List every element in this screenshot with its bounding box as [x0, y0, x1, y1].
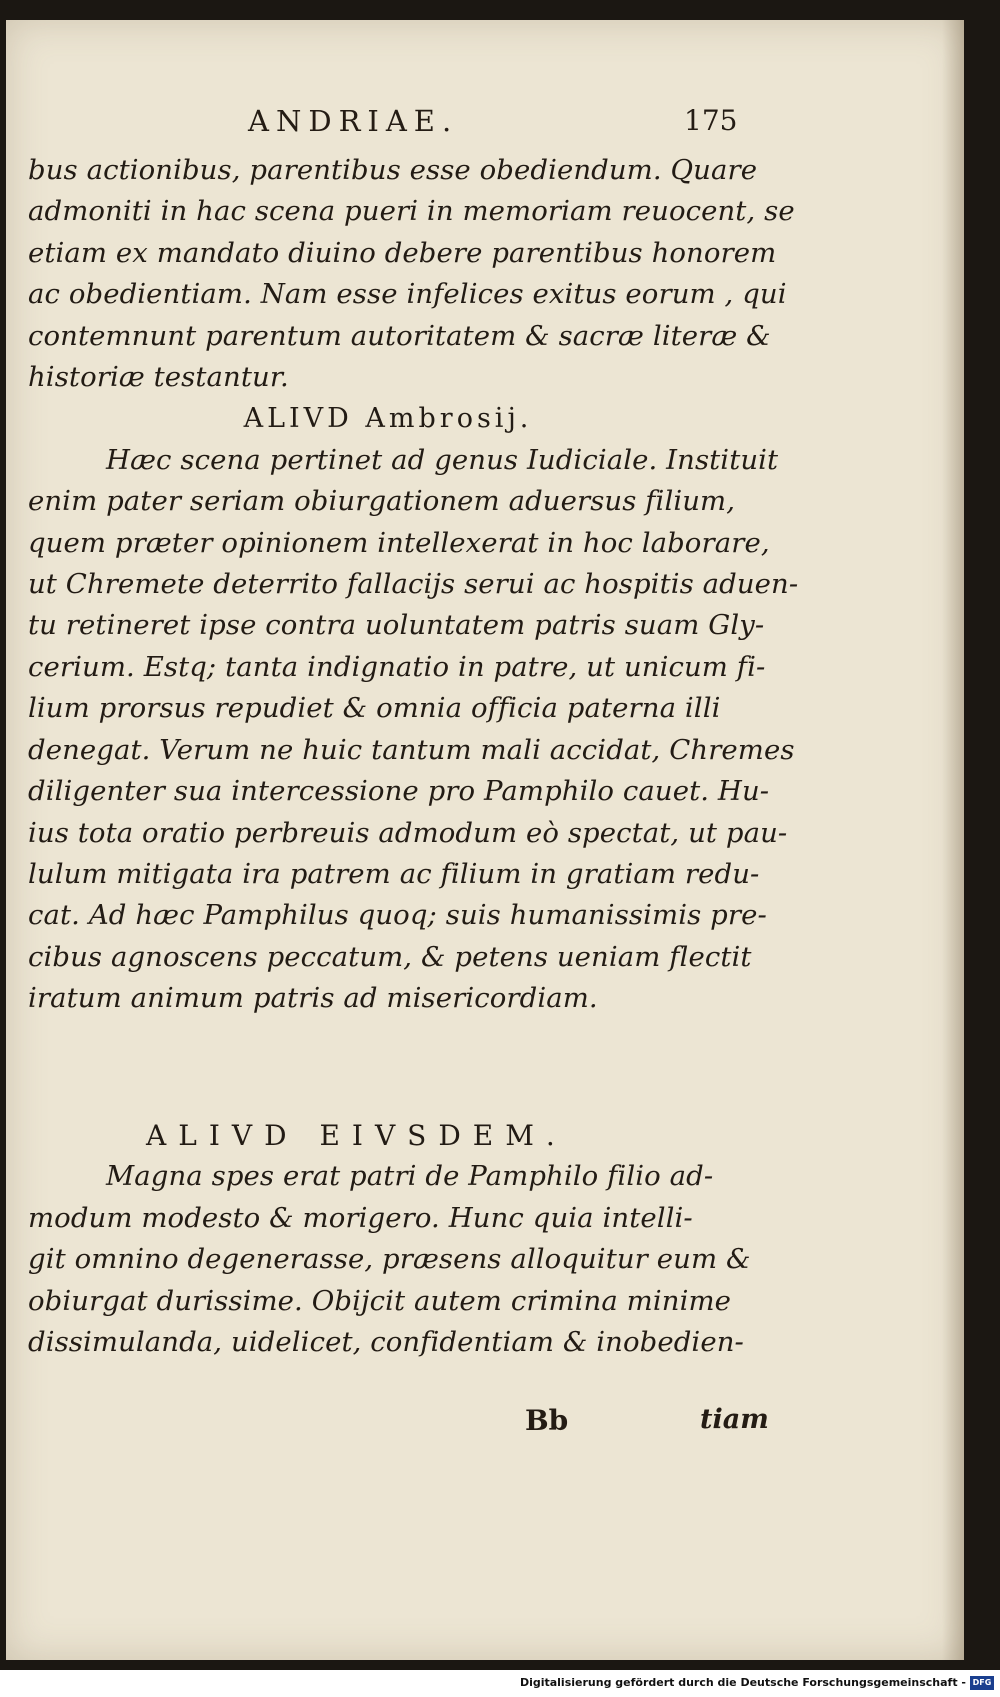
text-line: lium prorsus repudiet & omnia officia paterna illi [28, 692, 721, 725]
text-line: denegat. Verum ne huic tantum mali accidat, Chremes [28, 733, 795, 766]
text-block-1 [28, 150, 799, 1020]
catchword: tiam [700, 1404, 769, 1435]
text-line: contemnunt parentum autoritatem & sacræ literæ & [28, 319, 771, 352]
text-line: ius tota oratio perbreuis admodum eò spectat, ut pau- [28, 816, 788, 849]
page-number: 175 [684, 104, 738, 137]
text-line: iratum animum patris ad misericordiam. [28, 982, 598, 1015]
running-head: ANDRIAE. [248, 104, 459, 138]
text-line: Magna spes erat patri de Pamphilo filio ad- [106, 1160, 714, 1193]
signature-mark: Bb [525, 1404, 569, 1437]
text-line: cerium. Estq; tanta indignatio in patre, ut unicum fi- [28, 650, 766, 683]
section-heading-eiusdem: ALIVD EIVSDEM. [146, 1119, 567, 1152]
text-line: ac obedientiam. Nam esse infelices exitus eorum , qui [28, 278, 787, 311]
dfg-logo-icon: DFG [970, 1676, 994, 1690]
text-line: diligenter sua intercessione pro Pamphilo cauet. Hu- [28, 775, 770, 808]
text-line: dissimulanda, uidelicet, confidentiam & inobedien- [28, 1326, 744, 1359]
text-line: modum modesto & morigero. Hunc quia intelli- [28, 1201, 693, 1234]
text-line: cibus agnoscens peccatum, & petens ueniam flectit [28, 940, 752, 973]
text-line: lulum mitigata ira patrem ac filium in gratiam redu- [28, 857, 760, 890]
funding-credit: Digitalisierung gefördert durch die Deutsche Forschungsgemeinschaft - [519, 1676, 966, 1689]
text-line: bus actionibus, parentibus esse obediendum. Quare [28, 154, 758, 186]
text-line: ut Chremete deterrito fallacijs serui ac hospitis aduen- [28, 568, 799, 601]
text-line: historiæ testantur. [28, 361, 289, 394]
text-line: quem præter opinionem intellexerat in hoc laborare, [28, 526, 770, 559]
text-line: Hæc scena pertinet ad genus Iudiciale. Instituit [106, 443, 779, 476]
text-line: admoniti in hac scena pueri in memoriam reuocent, se [28, 195, 795, 228]
digitization-footer [0, 1670, 1000, 1697]
text-line: enim pater seriam obiurgationem aduersus filium, [28, 485, 736, 518]
text-line: obiurgat durissime. Obijcit autem crimina minime [28, 1284, 732, 1317]
text-line: cat. Ad hæc Pamphilus quoq; suis humanissimis pre- [28, 899, 767, 932]
text-line: tu retineret ipse contra uoluntatem patris suam Gly- [28, 609, 765, 642]
text-line: git omnino degenerasse, præsens alloquitur eum & [28, 1243, 751, 1276]
text-line: etiam ex mandato diuino debere parentibus honorem [28, 236, 777, 269]
section-heading-ambrosij: ALIVD Ambrosij. [243, 403, 533, 435]
text-block-2 [28, 1115, 751, 1363]
page-edge-shadow [942, 20, 964, 1660]
